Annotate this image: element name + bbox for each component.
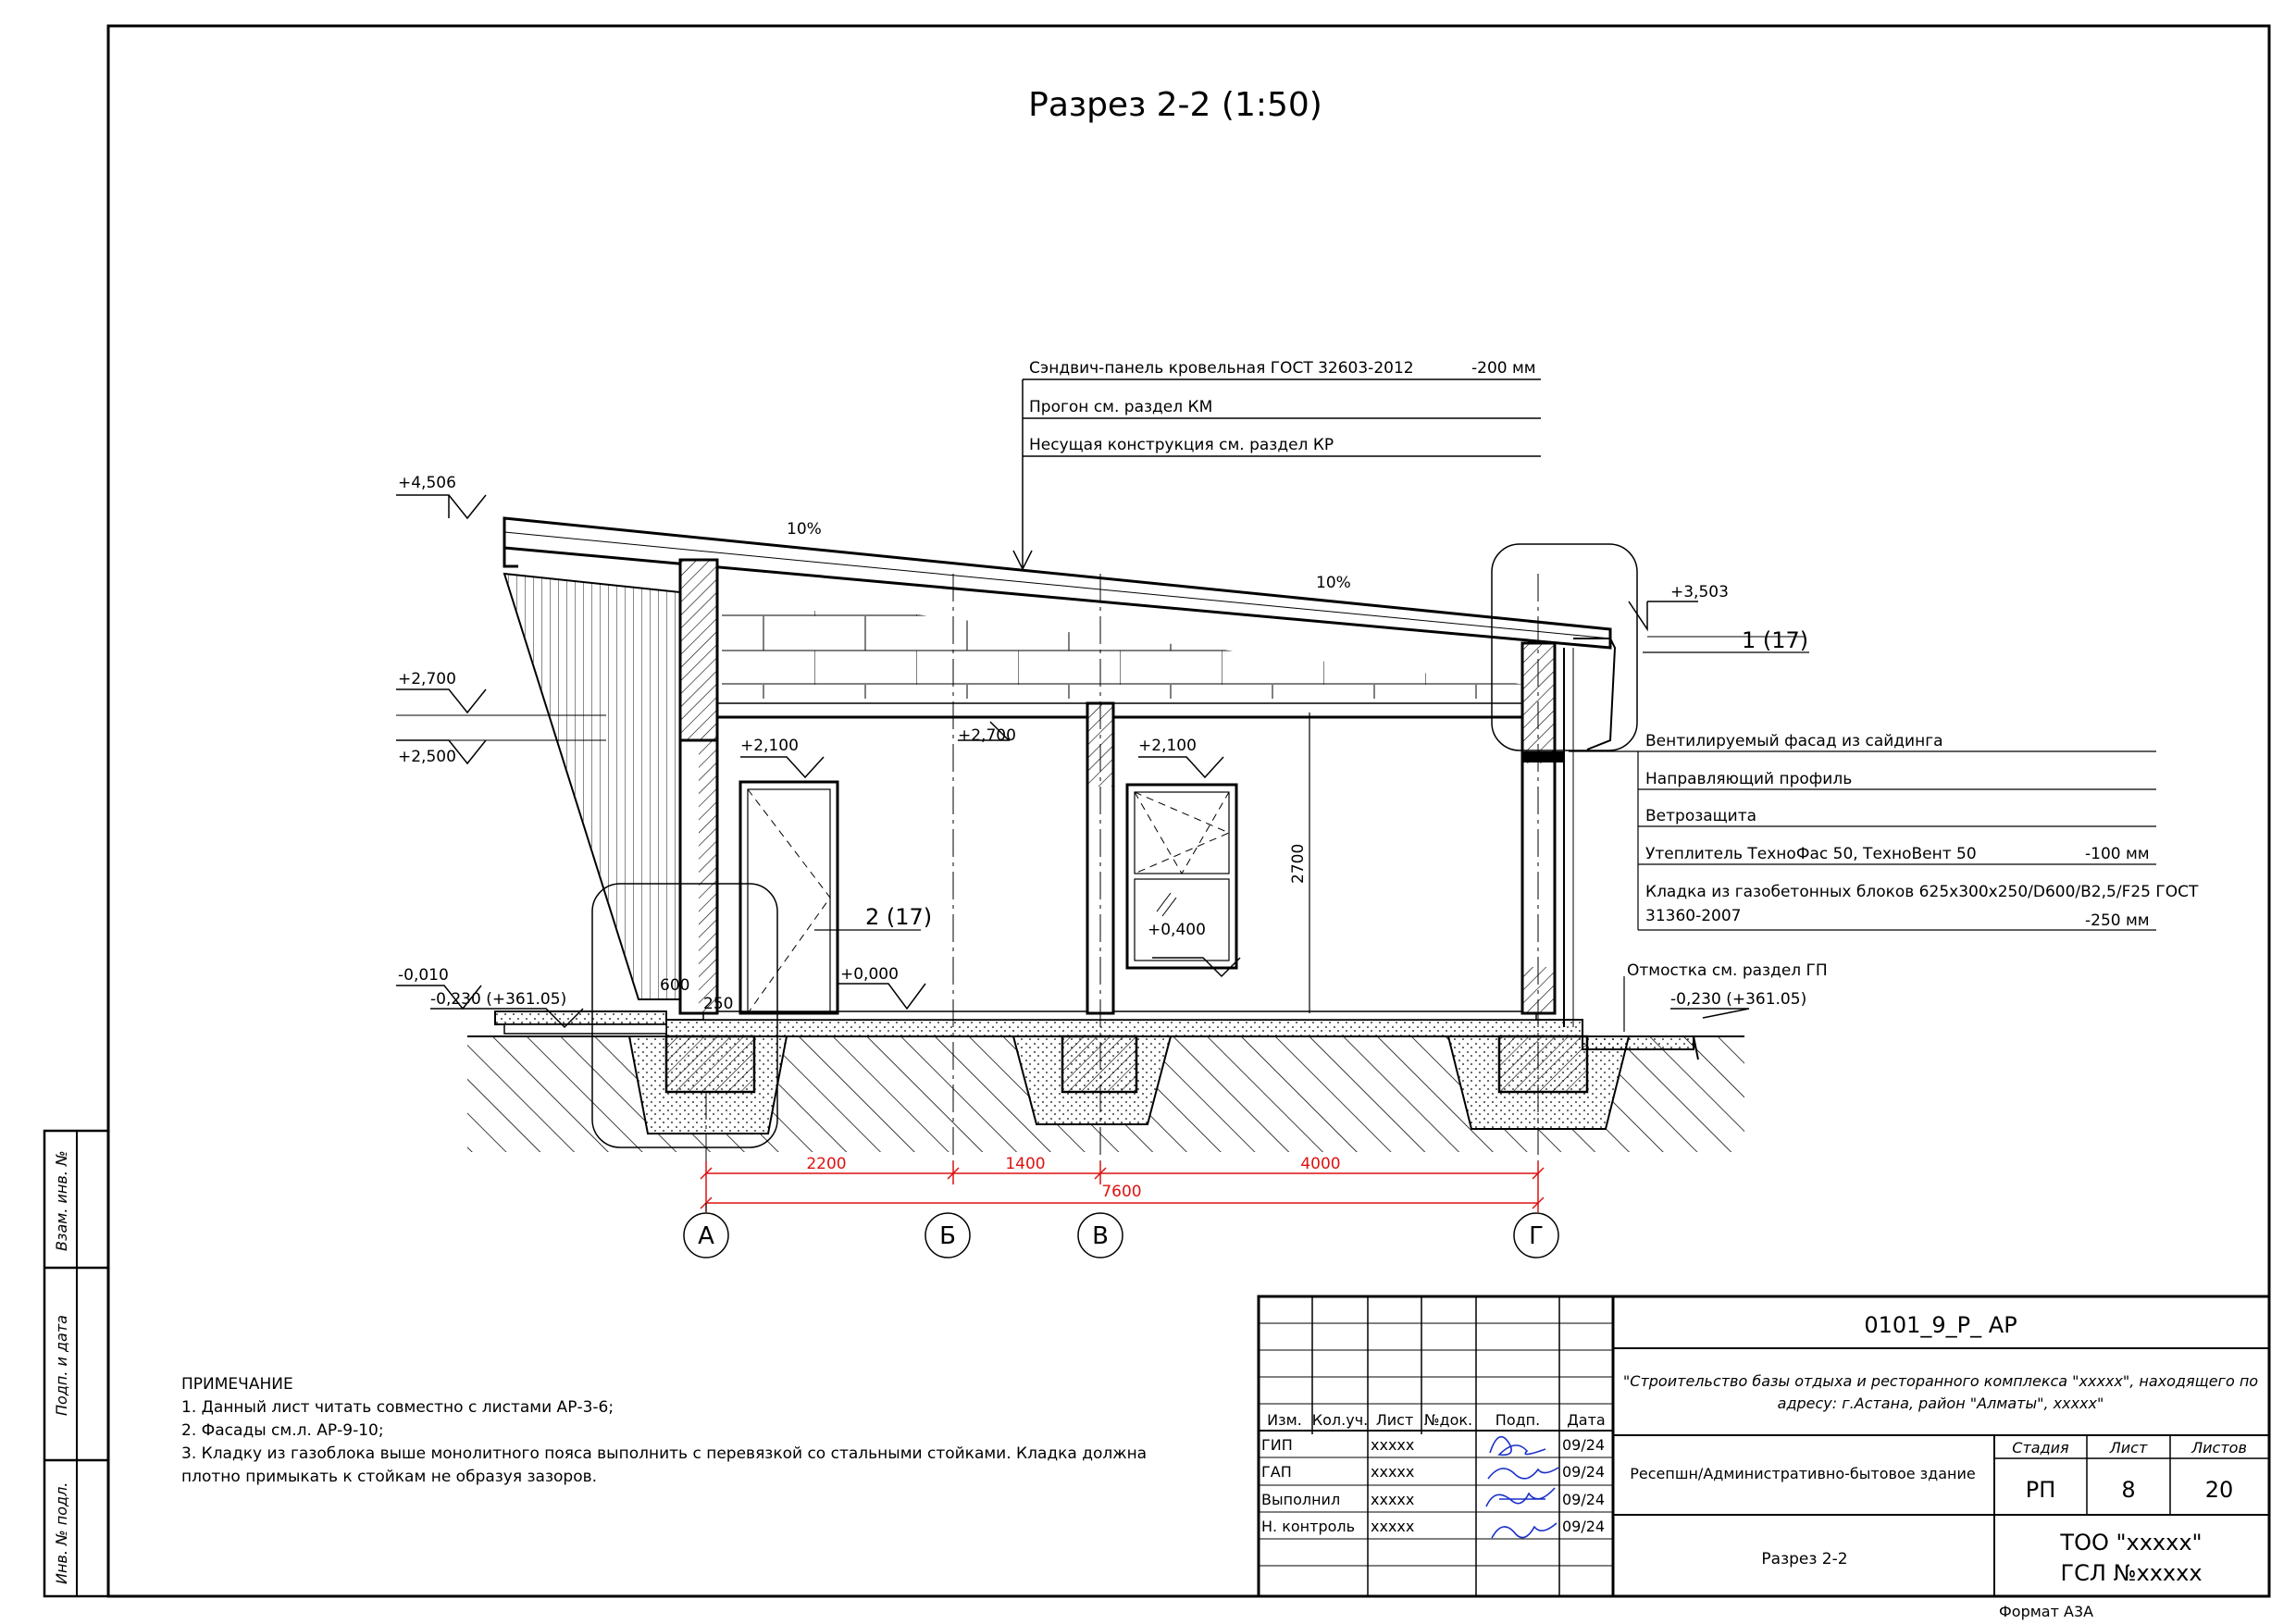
height-dimension: [1289, 713, 1309, 1013]
axis-marker-a: [684, 1203, 728, 1258]
stamp-zam-inv: Взам. инв. №: [53, 1150, 70, 1251]
org-line-1: ТОО "xxxxx": [2060, 1530, 2203, 1556]
floor-slab: [666, 1011, 1582, 1036]
signatures: [1486, 1437, 1558, 1538]
notes-line-1: 1. Данный лист читать совместно с листами АР-3-6;: [181, 1398, 614, 1417]
row-nk-role: Н. контроль: [1261, 1518, 1356, 1535]
col-ndok: №док.: [1423, 1411, 1473, 1429]
wall-layer-4: Утеплитель ТехноФас 50, ТехноВент 50: [1645, 845, 1977, 863]
node-ref-2: 2 (17): [865, 904, 933, 930]
drawing-title: Разрез 2-2 (1:50): [1028, 86, 1322, 124]
elev-window-top: +2,100: [1138, 737, 1197, 755]
project-line-2: адресу: г.Астана, район "Алматы", xxxxx": [1777, 1395, 2104, 1412]
project-line-1: "Строительство базы отдыха и ресторанного комплекса "xxxxx", находящего по: [1622, 1372, 2259, 1390]
wall-layer-1: Вентилируемый фасад из сайдинга: [1645, 732, 1943, 750]
roof-layer-2: Прогон см. раздел КМ: [1029, 398, 1213, 416]
axis-marker-v: [1078, 1213, 1123, 1258]
stage-value: РП: [2025, 1477, 2056, 1503]
row-gip-date: 09/24: [1562, 1436, 1606, 1454]
roof-layers-callout: [1013, 359, 1541, 569]
svg-text:Г: Г: [1529, 1222, 1544, 1250]
format-label: Формат А3А: [1999, 1603, 2094, 1620]
entrance-step: [495, 1011, 666, 1034]
wall-layer-5: Кладка из газобетонных блоков 625x300x250/D600/B2,5/F25 ГОСТ: [1645, 883, 2199, 901]
wall-layer-4-thickness: -100 мм: [2085, 845, 2150, 863]
elev-belt-bottom: +2,500: [398, 748, 456, 766]
svg-text:А: А: [698, 1222, 714, 1250]
elev-left-ground: -0,230 (+361.05): [430, 990, 567, 1009]
dim-segment-1: 2200: [806, 1155, 847, 1173]
sheets-label: Листов: [2191, 1439, 2247, 1457]
row-gap-role: ГАП: [1261, 1463, 1292, 1481]
row-gap-date: 09/24: [1562, 1463, 1606, 1481]
elev-top-left: +4,506: [398, 474, 456, 492]
org-line-2: ГСЛ №xxxxx: [2060, 1560, 2203, 1586]
elev-left-step: -0,010: [398, 966, 449, 985]
footing-v: [1013, 1036, 1171, 1124]
row-vyp-date: 09/24: [1562, 1491, 1606, 1508]
elev-ceiling-mid: +2,700: [958, 726, 1016, 745]
stamp-inv-podl: Инв. № подл.: [53, 1481, 70, 1584]
stamp-podp-data: Подп. и дата: [53, 1315, 70, 1416]
dim-segment-3: 4000: [1300, 1155, 1341, 1173]
node-ref-1: 1 (17): [1742, 627, 1809, 653]
col-kol-uch: Кол.уч.: [1311, 1411, 1369, 1429]
roof-layer-1: Сэндвич-панель кровельная ГОСТ 32603-2012: [1029, 359, 1414, 378]
wall-axis-a: [680, 560, 717, 1013]
col-podp: Подп.: [1495, 1411, 1541, 1429]
sheet-title: Разрез 2-2: [1761, 1550, 1848, 1568]
otmostka-label: Отмостка см. раздел ГП: [1627, 961, 1828, 980]
col-izm: Изм.: [1267, 1411, 1302, 1429]
roof-layer-3: Несущая конструкция см. раздел КР: [1029, 436, 1334, 454]
row-vyp-role: Выполнил: [1261, 1491, 1341, 1508]
elev-belt-top: +2,700: [398, 670, 456, 688]
wall-layer-3: Ветрозащита: [1645, 807, 1757, 825]
col-list: Лист: [1375, 1411, 1414, 1429]
col-data: Дата: [1567, 1411, 1606, 1429]
elev-right-ground: -0,230 (+361.05): [1670, 990, 1807, 1009]
sheets-value: 20: [2204, 1477, 2234, 1503]
notes-line-2: 2. Фасады см.л. АР-9-10;: [181, 1421, 384, 1440]
wall-axis-g: [1522, 643, 1573, 1027]
footing-a: [629, 1036, 787, 1134]
door: [740, 782, 838, 1013]
side-stamp: [44, 1131, 108, 1596]
svg-text:Б: Б: [939, 1222, 956, 1250]
svg-text:2700: 2700: [1289, 843, 1308, 884]
slope-label-1: 10%: [787, 520, 822, 539]
row-gip-name: xxxxx: [1371, 1436, 1415, 1454]
gutter: [1573, 638, 1615, 750]
wall-layers-callout: [1569, 732, 2199, 930]
elev-window-sill: +0,400: [1148, 921, 1206, 939]
axis-marker-g: [1514, 1213, 1558, 1258]
dim-600: 600: [660, 976, 690, 995]
wall-layer-5-thickness: -250 мм: [2085, 911, 2150, 930]
sheet-value: 8: [2121, 1477, 2136, 1503]
dim-segment-2: 1400: [1005, 1155, 1046, 1173]
dim-250: 250: [703, 995, 734, 1013]
elev-floor: +0,000: [840, 965, 899, 984]
notes: [181, 1375, 1147, 1486]
notes-heading: ПРИМЕЧАНИЕ: [181, 1375, 293, 1394]
roof-layer-1-thickness: -200 мм: [1471, 359, 1536, 378]
axis-marker-b: [925, 1213, 970, 1258]
notes-line-3: 3. Кладку из газоблока выше монолитного пояса выполнить с перевязкой со стальными стойками. Кладка должна: [181, 1444, 1148, 1463]
row-vyp-name: xxxxx: [1371, 1491, 1415, 1508]
building-name: Ресепшн/Административно-бытовое здание: [1630, 1465, 1976, 1482]
row-nk-date: 09/24: [1562, 1518, 1606, 1535]
elev-top-right: +3,503: [1670, 583, 1729, 601]
wall-layer-2: Направляющий профиль: [1645, 770, 1853, 788]
row-nk-name: xxxxx: [1371, 1518, 1415, 1535]
elev-door-top: +2,100: [740, 737, 799, 755]
slope-label-2: 10%: [1316, 574, 1351, 592]
sheet-frame: [108, 26, 2269, 1596]
sheet-label: Лист: [2109, 1439, 2148, 1457]
dim-total: 7600: [1101, 1183, 1142, 1201]
row-gip-role: ГИП: [1261, 1436, 1293, 1454]
stage-label: Стадия: [2012, 1439, 2069, 1457]
window: [1127, 785, 1236, 968]
svg-text:В: В: [1092, 1222, 1109, 1250]
wall-layer-5-line2: 31360-2007: [1645, 907, 1742, 925]
notes-line-4: плотно примыкать к стойкам не образуя зазоров.: [181, 1468, 598, 1486]
row-gap-name: xxxxx: [1371, 1463, 1415, 1481]
doc-code: 0101_9_Р_ АР: [1864, 1312, 2017, 1338]
